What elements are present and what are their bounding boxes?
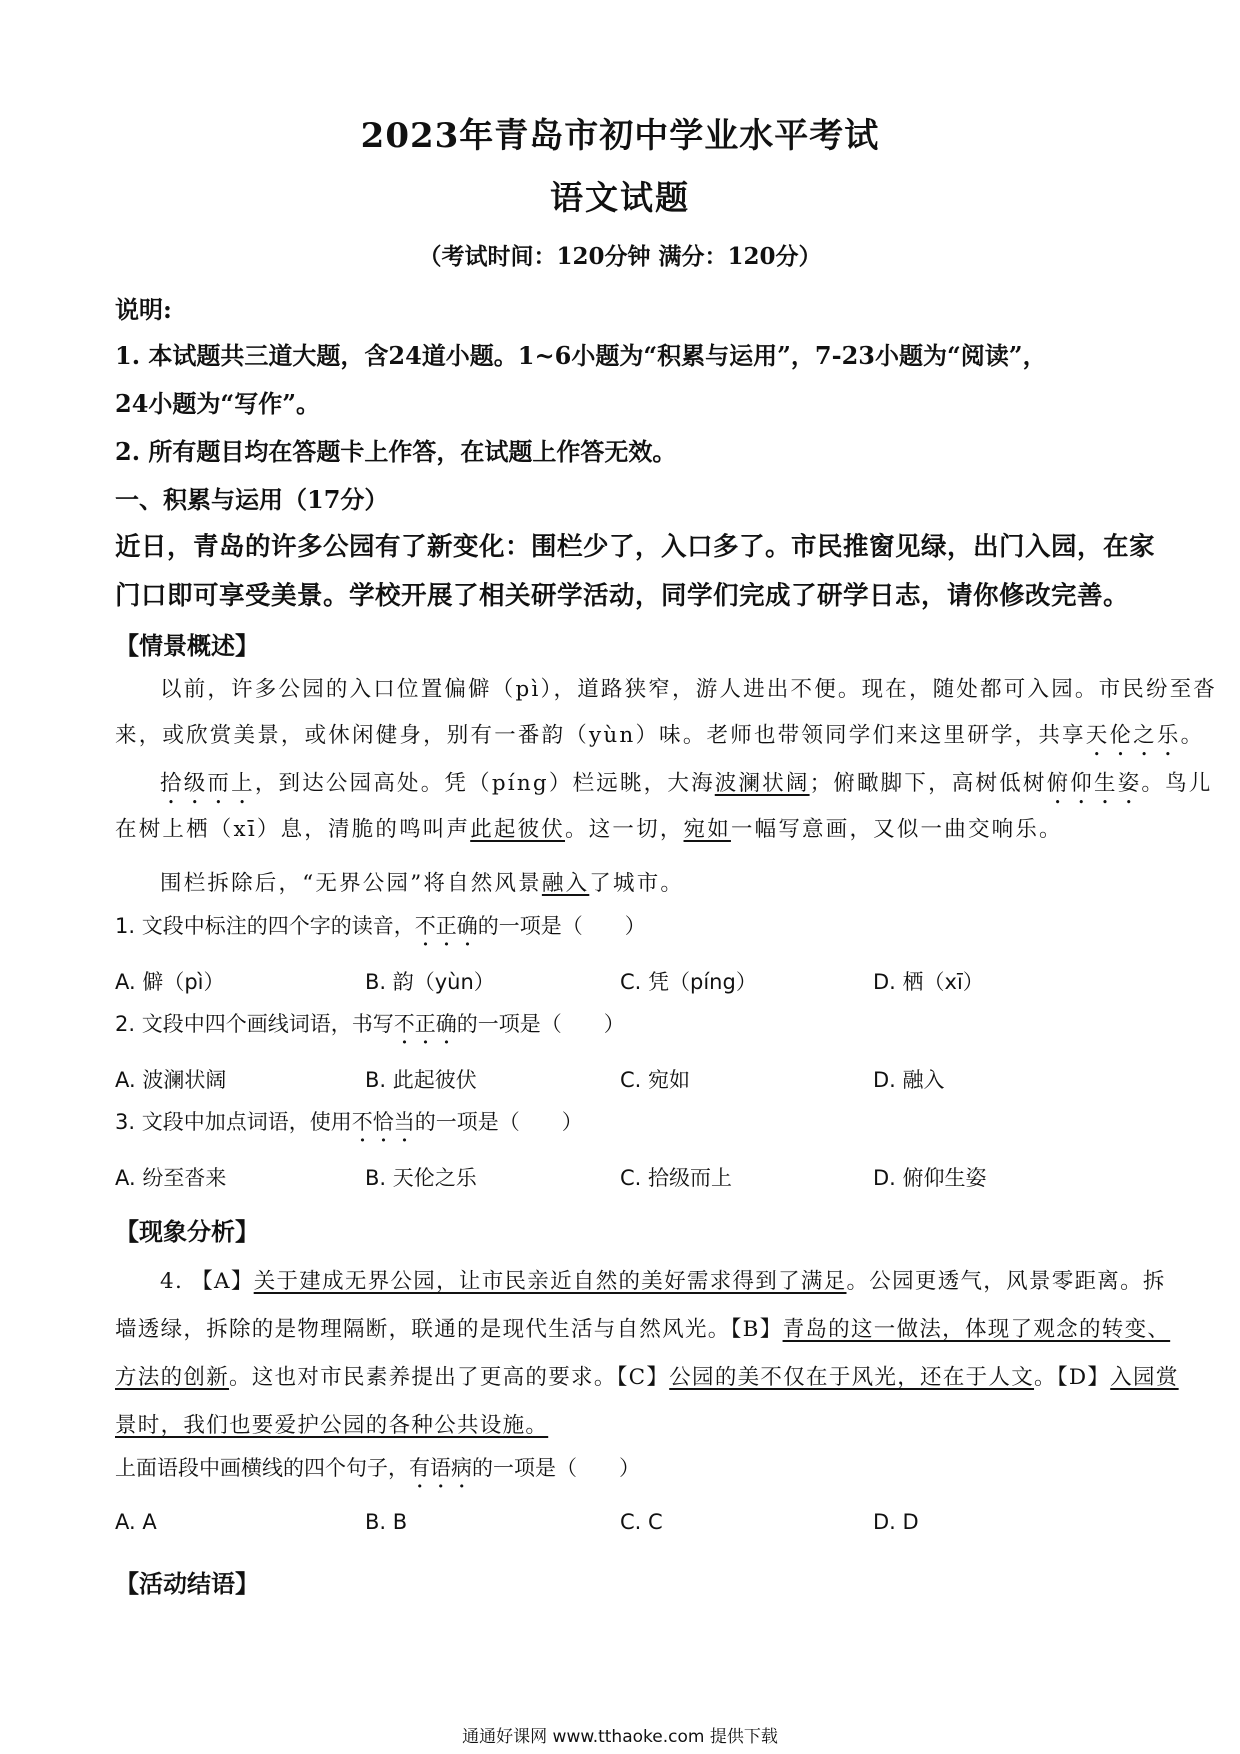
question-3-option-b: B. 天伦之乐 — [365, 1166, 477, 1190]
conclusion-heading: 【活动结语】 — [115, 1569, 259, 1598]
passage-text: 墙透绿，拆除的是物理隔断，联通的是现代生活与自然风光。【B】 — [115, 1317, 783, 1342]
notes-item-2: 2. 所有题目均在答题卡上作答，在试题上作答无效。 — [115, 437, 677, 466]
exam-subject: 语文试题 — [550, 178, 690, 217]
scene-paragraph-3 — [160, 866, 684, 897]
question-text: 3. 文段中加点词语，使用 — [115, 1110, 352, 1134]
underlined-word: 波澜状阔 — [714, 771, 810, 796]
scene-text: 。鸟儿 — [1141, 771, 1213, 796]
question-3-option-a: A. 纷至沓来 — [115, 1166, 227, 1190]
question-2-option-b: B. 此起彼伏 — [365, 1068, 477, 1092]
question-1-stem — [115, 910, 646, 951]
scene-text: 围栏拆除后，“无界公园”将自然风景 — [160, 871, 542, 896]
passage-text: 。【D】 — [1034, 1365, 1111, 1390]
notes-heading: 说明: — [115, 295, 172, 324]
notes-item-1-cont: 24小题为“写作”。 — [115, 389, 321, 418]
section-1-heading: 一、积累与运用（17分） — [115, 485, 389, 514]
dotted-word: 俯仰生姿 — [1046, 771, 1142, 796]
underlined-sentence-b: 方法的创新 — [115, 1365, 230, 1390]
section-1-intro-line-1: 近日，青岛的许多公园有了新变化：围栏少了，入口多了。市民推窗见绿，出门入园，在家 — [115, 532, 1156, 562]
question-4-line-3 — [115, 1360, 1179, 1391]
question-4-line-1 — [160, 1264, 1166, 1295]
dotted-word: 有语病 — [409, 1456, 472, 1480]
underlined-word: 此起彼伏 — [470, 817, 566, 842]
question-2-option-d: D. 融入 — [873, 1068, 945, 1092]
scene-text: 了城市。 — [589, 871, 685, 896]
question-text: 的一项是（ ） — [472, 1456, 640, 1480]
scene-text: 来，或欣赏美景，或休闲健身，别有一番韵（yùn）味。老师也带领同学们来这里研学，共享 — [115, 723, 1086, 748]
scene-text: ，到达公园高处。凭（píng）栏远眺，大海 — [254, 771, 715, 796]
scene-text: 在树上栖（xī）息，清脆的鸣叫声 — [115, 817, 471, 842]
question-text: 上面语段中画横线的四个句子， — [115, 1456, 409, 1480]
scene-text: 。 — [1180, 723, 1205, 748]
question-4-option-d: D. D — [873, 1510, 919, 1534]
question-3-stem — [115, 1106, 583, 1147]
question-2-stem — [115, 1008, 625, 1049]
section-1-intro-line-2: 门口即可享受美景。学校开展了相关研学活动，同学们完成了研学日志，请你修改完善。 — [115, 581, 1130, 611]
scene-paragraph-2-line-2 — [115, 812, 1063, 843]
underlined-sentence-a: 关于建成无界公园，让市民亲近自然的美好需求得到了满足 — [253, 1269, 847, 1294]
question-3-option-c: C. 拾级而上 — [620, 1166, 733, 1190]
passage-text: 。这也对市民素养提出了更高的要求。【C】 — [229, 1365, 670, 1390]
underlined-sentence-d: 景时，我们也要爱护公园的各种公共设施。 — [115, 1413, 549, 1438]
question-4-line-2 — [115, 1312, 1170, 1343]
scene-paragraph-1-line-2 — [115, 718, 1204, 761]
question-text: 1. 文段中标注的四个字的读音， — [115, 914, 415, 938]
question-1-option-d: D. 栖（xī） — [873, 970, 984, 994]
question-text: 2. 文段中四个画线词语，书写 — [115, 1012, 394, 1036]
dotted-word: 拾级而上 — [160, 771, 255, 796]
exam-title: 2023年青岛市初中学业水平考试 — [360, 116, 880, 156]
question-4-option-a: A. A — [115, 1510, 157, 1534]
question-text: 的一项是（ ） — [477, 914, 646, 938]
question-4-line-4 — [115, 1408, 548, 1439]
scene-text: ；俯瞰脚下，高树低树 — [809, 771, 1047, 796]
dotted-word: 不恰当 — [351, 1110, 415, 1134]
question-4-option-c: C. C — [620, 1510, 663, 1534]
passage-text: 。公园更透气，风景零距离。拆 — [846, 1269, 1166, 1294]
underlined-word: 宛如 — [683, 817, 731, 842]
question-4-option-b: B. B — [365, 1510, 408, 1534]
scene-paragraph-2-line-1 — [160, 766, 1213, 809]
question-1-option-b: B. 韵（yùn） — [365, 970, 495, 994]
scene-text: 。这一切， — [565, 817, 684, 842]
analysis-heading: 【现象分析】 — [115, 1217, 259, 1246]
exam-info: （考试时间：120分钟 满分：120分） — [418, 243, 822, 270]
question-4-stem — [115, 1452, 640, 1493]
passage-text: 4. 【A】 — [160, 1269, 254, 1294]
page-footer: 通通好课网 www.tthaoke.com 提供下载 — [462, 1727, 778, 1747]
underlined-sentence-c: 公园的美不仅在于风光，还在于人文 — [669, 1365, 1035, 1390]
question-3-option-d: D. 俯仰生姿 — [873, 1166, 987, 1190]
question-2-option-a: A. 波澜状阔 — [115, 1068, 227, 1092]
scene-paragraph-1-line-1: 以前，许多公园的入口位置偏僻（pì），道路狭窄，游人进出不便。现在，随处都可入园。市民纷至沓 — [160, 677, 1218, 702]
dotted-word: 不正确 — [393, 1012, 457, 1036]
question-2-option-c: C. 宛如 — [620, 1068, 691, 1092]
question-1-option-c: C. 凭（píng） — [620, 970, 757, 994]
question-1-option-a: A. 僻（pì） — [115, 970, 225, 994]
underlined-word: 融入 — [541, 871, 590, 896]
notes-item-1: 1. 本试题共三道大题，含24道小题。1~6小题为“积累与运用”，7-23小题为“阅读”， — [115, 341, 1047, 370]
question-text: 的一项是（ ） — [414, 1110, 583, 1134]
question-text: 的一项是（ ） — [456, 1012, 625, 1036]
scene-heading: 【情景概述】 — [115, 631, 259, 660]
underlined-sentence-b: 青岛的这一做法，体现了观念的转变、 — [782, 1317, 1171, 1342]
scene-text: 一幅写意画，又似一曲交响乐。 — [730, 817, 1063, 842]
underlined-sentence-d: 入园赏 — [1110, 1365, 1179, 1390]
dotted-word: 不正确 — [414, 914, 478, 938]
dotted-word: 天伦之乐 — [1085, 723, 1181, 748]
